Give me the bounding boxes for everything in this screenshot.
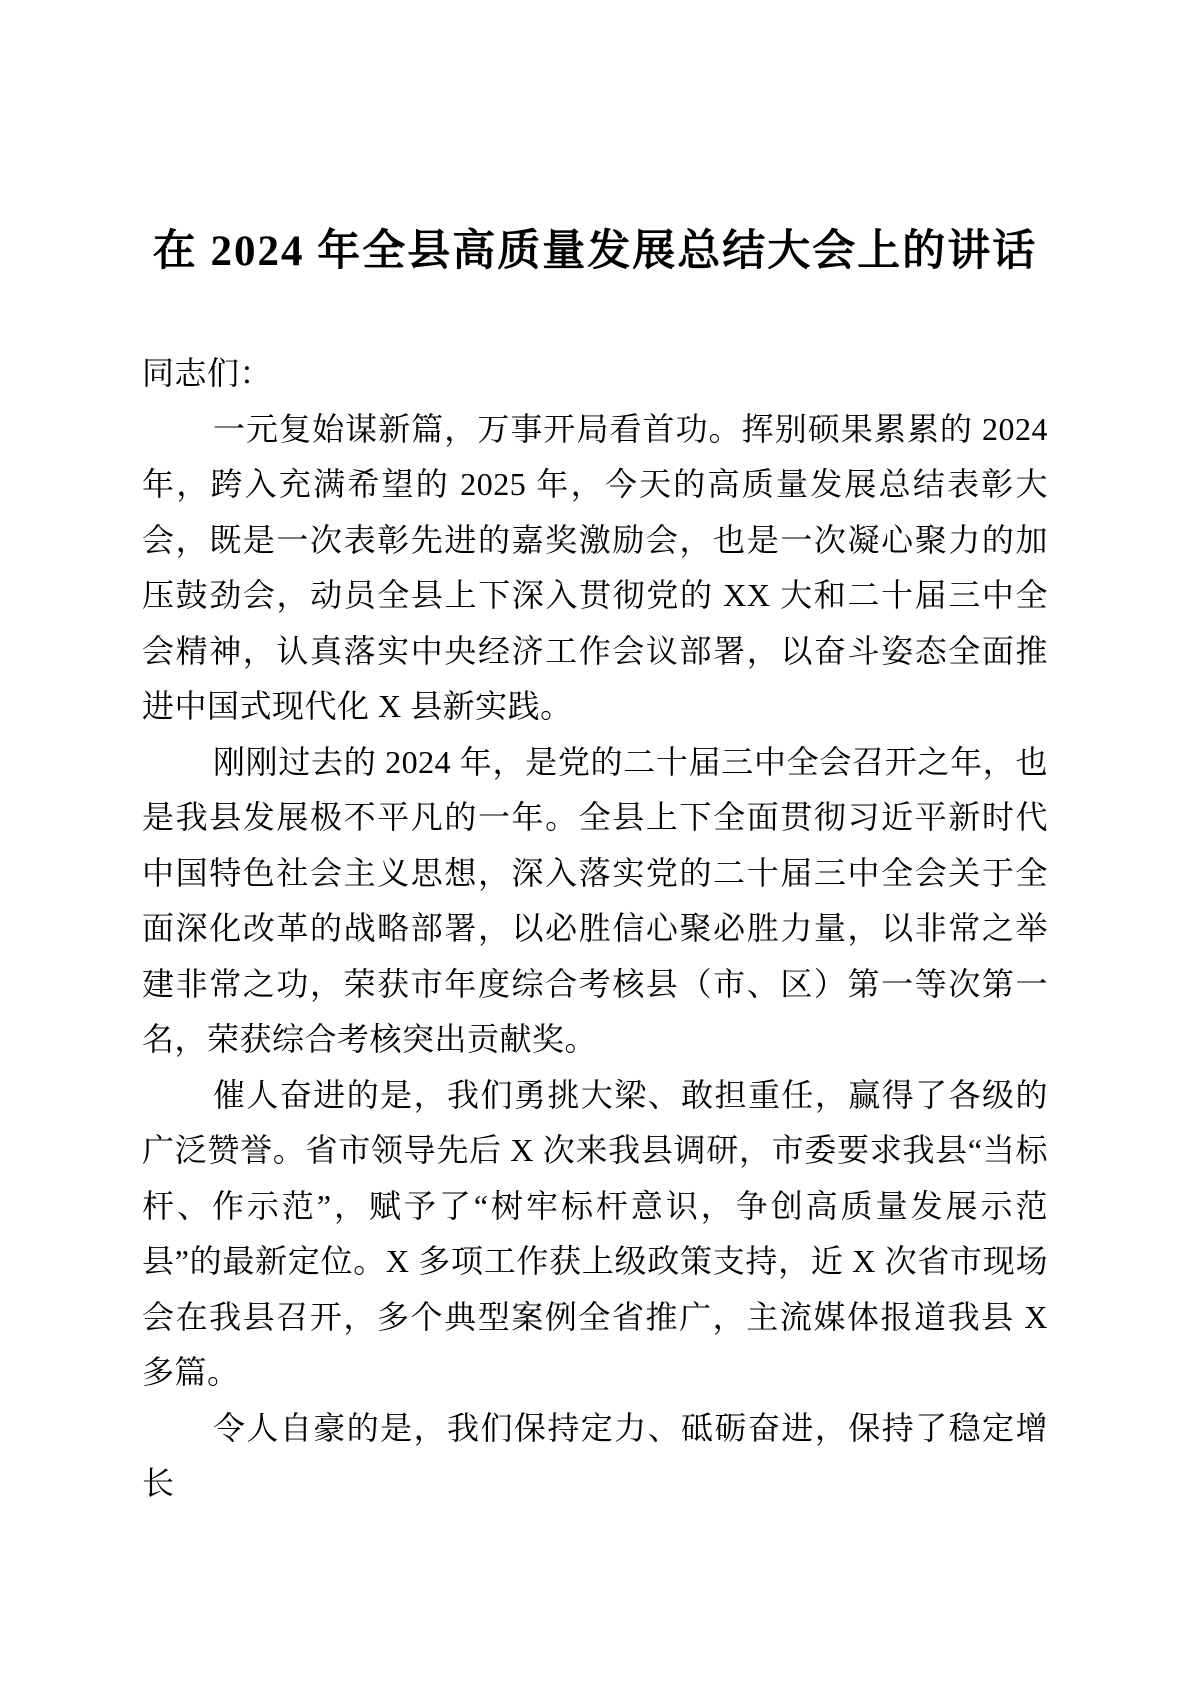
paragraph: 令人自豪的是，我们保持定力、砥砺奋进，保持了稳定增长 [142,1409,1048,1501]
paragraph: 一元复始谋新篇，万事开局看首功。挥别硕果累累的 2024 年，跨入充满希望的 2025 年，今天的高质量发展总结表彰大会，既是一次表彰先进的嘉奖激励会，也是一次凝心聚力的加压鼓劲会，动员全县上下深入贯彻党的 XX 大和二十届三中全会精神，认真落实中央经济工作会议部署，以奋斗姿态全面推进中国式现代化 X 县新实践。 [142,410,1048,724]
document-body [142,346,1048,1512]
paragraph: 催人奋进的是，我们勇挑大梁、敢担重任，赢得了各级的广泛赞誉。省市领导先后 X 次来我县调研，市委要求我县“当标杆、作示范”，赋予了“树牢标杆意识，争创高质量发展示范县”的最新定位。X 多项工作获上级政策支持，近 X 次省市现场会在我县召开，多个典型案例全省推广，主流媒体报道我县 X 多篇。 [142,1076,1048,1390]
paragraph: 刚刚过去的 2024 年，是党的二十届三中全会召开之年，也是我县发展极不平凡的一年。全县上下全面贯彻习近平新时代中国特色社会主义思想，深入落实党的二十届三中全会关于全面深化改革的战略部署，以必胜信心聚必胜力量，以非常之举建非常之功，荣获市年度综合考核县（市、区）第一等次第一名，荣获综合考核突出贡献奖。 [142,743,1048,1057]
document-title: 在 2024 年全县高质量发展总结大会上的讲话 [152,228,1038,275]
paragraph: 同志们： [142,355,273,391]
